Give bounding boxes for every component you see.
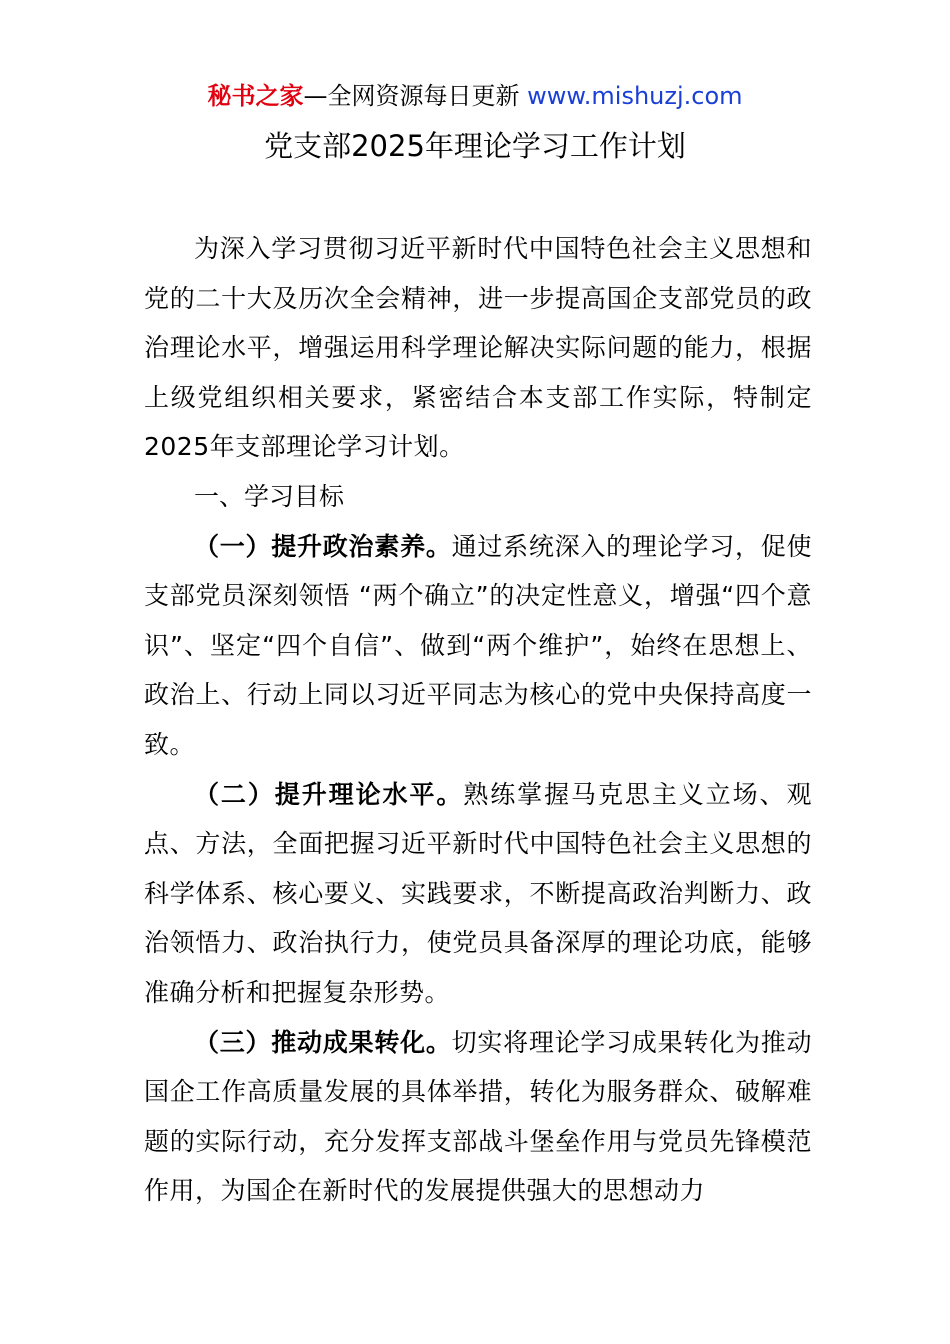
section-heading-goals: 一、学习目标 <box>194 481 345 511</box>
goal-item-1 <box>144 522 812 770</box>
goal-item-1-lead: （一）提升政治素养。 <box>194 531 452 561</box>
goal-item-3-text: 切实将理论学习成果转化为推动国企工作高质量发展的具体举措，转化为服务群众、破解难题的实际行动，充分发挥支部战斗堡垒作用与党员先锋模范作用，为国企在新时代的发展提供强大的思想动力 <box>144 1027 812 1206</box>
document-title: 党支部2025年理论学习工作计划 <box>264 129 686 163</box>
goal-item-2-text: 熟练掌握马克思主义立场、观点、方法，全面把握习近平新时代中国特色社会主义思想的科学体系、核心要义、实践要求，不断提高政治判断力、政治领悟力、政治执行力，使党员具备深厚的理论功底，能够准确分析和把握复杂形势。 <box>144 779 812 1007</box>
goal-item-3-lead: （三）推动成果转化。 <box>194 1027 452 1057</box>
site-url-link[interactable]: www.mishuzj.com <box>527 82 743 110</box>
document-body <box>144 224 812 1216</box>
goal-item-3 <box>144 1018 812 1216</box>
goal-item-2-lead: （二）提升理论水平。 <box>194 779 464 809</box>
goal-item-1-text: 通过系统深入的理论学习，促使支部党员深刻领悟 “两个确立”的决定性意义，增强“四个意识”、坚定“四个自信”、做到“两个维护”，始终在思想上、政治上、行动上同以习近平同志为核心的党中央保持高度一致。 <box>144 531 812 759</box>
goal-item-2 <box>144 770 812 1018</box>
site-header <box>0 80 950 112</box>
header-tagline: —全网资源每日更新 <box>303 82 520 110</box>
intro-paragraph: 为深入学习贯彻习近平新时代中国特色社会主义思想和党的二十大及历次全会精神，进一步提高国企支部党员的政治理论水平，增强运用科学理论解决实际问题的能力，根据上级党组织相关要求，紧密结合本支部工作实际，特制定2025年支部理论学习计划。 <box>144 234 812 462</box>
brand-name: 秘书之家 <box>207 82 304 110</box>
